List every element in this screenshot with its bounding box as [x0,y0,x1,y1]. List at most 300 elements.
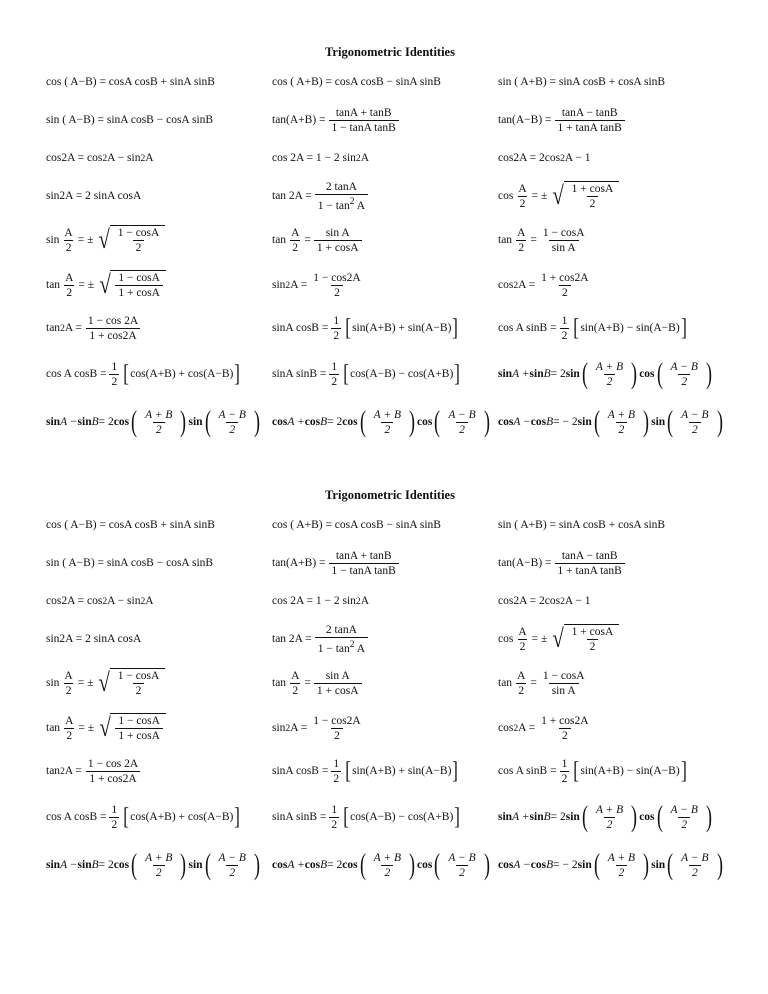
denominator: 2 [456,422,468,437]
right-bracket: ] [454,361,461,387]
identity-sin2a [46,176,141,216]
numerator: A − B [218,851,246,864]
left-paren: ( [656,357,663,390]
identity-cos-sin-product [498,751,688,791]
denominator: 2 [331,285,343,300]
radical-sign: √ [99,270,111,299]
equals-sign: = ± [78,279,95,291]
formula-text: = 2 [98,859,114,871]
formula-lhs: tan [272,677,287,689]
numerator: A [65,714,74,727]
identity-cos2a-3 [498,581,591,621]
numerator: 2 tanA [325,623,357,636]
left-paren: ( [359,848,366,881]
formula-text: cos [530,859,547,871]
formula-text: cos [304,416,321,428]
denominator: 2 [519,197,526,210]
denominator: 1 + cosA [314,683,362,698]
right-paren: ) [409,848,415,881]
fraction [142,851,175,880]
identities-grid [0,505,768,925]
formula-text: A − 1 [564,152,591,164]
denominator: sin A [549,240,579,255]
formula-text: = 2 [550,368,566,380]
formula-text: cos 2A = 1 − 2 sin [272,595,356,607]
formula-text: sin [188,859,203,871]
identity-tan-sum [272,543,402,583]
numerator: tanA − tanB [561,549,618,562]
denominator: 2 [616,422,628,437]
fraction [569,182,617,211]
fraction [555,106,625,135]
denominator: 2 [292,684,299,697]
formula-text: cos [417,859,433,871]
numerator: A + B [373,851,401,864]
formula-lhs: cos A sinB = [498,765,557,777]
denominator: 2 [456,865,468,880]
formula-text: cos2A = 2cos [498,152,561,164]
formula-text: 1 − tan [317,199,350,212]
denominator: 1 + cosA [314,240,362,255]
right-paren: ) [409,405,415,438]
fraction [593,360,626,389]
numerator: 1 − cosA [117,670,160,682]
radical-sign: √ [98,225,111,254]
formula-text: sin(A+B) − sin(A−B) [580,765,680,777]
formula-lhs: cos A cosB = [46,811,107,823]
right-paren: ) [253,848,260,881]
left-paren: ( [593,405,600,438]
numerator: A − B [670,360,698,373]
half-fraction [329,360,339,389]
denominator: 2 [153,422,165,437]
half-fraction [109,360,119,389]
exponent: 2 [140,152,146,164]
fraction [371,851,404,880]
numerator: sin A [325,226,350,239]
formula-text: cos [304,859,321,871]
numerator: 1 − cosA [118,272,160,284]
fraction [569,625,617,654]
formula-lhs: tan [46,722,61,734]
denominator: 2 [561,772,568,785]
half-angle-fraction [515,226,527,255]
formula-text: cos ( A+B) = cosA cosB − sinA sinB [272,76,441,88]
left-bracket: [ [573,758,580,784]
half-angle-fraction [63,714,75,743]
denominator [315,194,368,213]
fraction [85,314,141,343]
identity-sin-cos-product [272,751,459,791]
denominator: 1 + cosA [115,285,163,300]
denominator: 1 + cosA [115,728,163,743]
half-fraction [329,803,339,832]
denominator: 2 [333,329,340,342]
fraction [115,669,163,698]
denominator: 2 [133,240,145,255]
formula-text: = 2 [327,859,343,871]
denominator: 2 [678,374,690,389]
formula-text: cos [498,416,514,428]
numerator: sin A [325,669,350,682]
formula-text: cos [498,859,514,871]
numerator: 1 − cosA [117,227,160,239]
fraction [85,757,141,786]
fraction [115,226,163,255]
formula-text: sin(A+B) − sin(A−B) [580,322,680,334]
identity-cos2a-2 [272,581,369,621]
numerator: A − B [448,851,476,864]
identity-sin-sq [272,708,367,748]
formula-text: cos [342,859,358,871]
right-bracket: ] [234,361,241,387]
denominator: 1 − tanA tanB [329,120,399,135]
numerator: 1 − cos 2A [87,314,139,327]
identity-cos2a-1 [46,581,154,621]
numerator: 1 + cos2A [541,271,589,284]
identity-tan-sum [272,100,402,140]
numerator: A − B [218,408,246,421]
fraction [668,360,701,389]
fraction [678,851,711,880]
identity-cos-half [498,176,619,216]
fraction [216,408,249,437]
denominator: 2 [518,241,525,254]
numerator: A [65,271,74,284]
formula-lhs: cos [498,190,514,202]
formula-text: A = [518,279,536,291]
formula-text: sin [529,811,544,823]
half-angle-fraction [516,182,528,211]
numerator: 2 tanA [325,180,357,193]
identity-sin-half [46,663,165,703]
formula-text: sin [272,279,286,291]
formula-text: A = [290,279,308,291]
numerator: A + B [145,408,173,421]
identity-tan-diff [498,100,628,140]
left-bracket: [ [123,804,130,830]
numerator: tanA + tanB [335,549,392,562]
formula-text: B [91,859,99,871]
exponent: 2 [140,595,146,607]
formula-text: sin ( A−B) = sinA cosB − cosA sinB [46,557,214,569]
formula-text: cos2A = 2cos [498,595,561,607]
fraction [315,180,368,213]
numerator: 1 [561,314,568,327]
fraction [371,408,404,437]
formula-text: tan [46,765,61,777]
identities-sheet [0,42,768,482]
exponent: 2 [355,595,361,607]
numerator: A [517,669,526,682]
formula-text: B [320,859,328,871]
formula-text: B [546,416,554,428]
identities-sheet [0,485,768,925]
identity-sin-sq [272,265,367,305]
identity-tan-diff [498,543,628,583]
formula-text: cos ( A−B) = cosA cosB + sinA sinB [46,76,215,88]
formula-text: A + [512,811,530,823]
half-angle-fraction [516,625,528,654]
denominator: sin A [549,683,579,698]
formula-lhs: sinA cosB = [272,322,329,334]
half-angle-fraction [289,669,301,698]
identity-diff-sin-sin [46,402,262,442]
denominator: 2 [559,728,571,743]
square-root [97,225,165,255]
exponent: 2 [60,765,65,777]
identity-sin2a [46,619,141,659]
numerator: A − B [681,408,709,421]
fraction [315,623,368,656]
formula-text: cos [498,722,514,734]
formula-text: sin [651,416,666,428]
radical-sign: √ [99,713,111,742]
numerator: A [291,226,300,239]
denominator: 2 [226,865,238,880]
identity-cos-cos-product [46,354,241,394]
exponent: 2 [560,152,565,164]
numerator: A + B [595,803,624,816]
equals-sign: = ± [531,190,548,202]
identity-diff-cos-cos [498,402,725,442]
formula-text: sin [46,859,61,871]
formula-text: = − 2 [553,416,578,428]
numerator: 1 [333,314,340,327]
denominator: 2 [518,684,525,697]
identity-cos2a-2 [272,138,369,178]
identity-cos-sum [272,505,441,545]
formula-text: A [354,642,366,655]
formula-text: sin ( A+B) = sinA cosB + cosA sinB [498,519,666,531]
fraction [314,226,362,255]
numerator: A [518,182,527,195]
exponent: 2 [285,279,291,291]
identity-tan-half-1 [272,663,365,703]
left-paren: ( [656,800,663,833]
right-bracket: ] [452,758,459,784]
formula-text: cos(A−B) − cos(A+B) [350,811,454,823]
formula-text: A + [512,368,530,380]
identity-sin-cos-product [272,308,459,348]
formula-text: sin2A = 2 sinA cosA [46,190,142,202]
identity-sum-sin-sin [498,797,714,837]
fraction [538,271,591,300]
formula-text: cos [113,416,130,428]
denominator: 2 [604,817,616,832]
fraction [115,271,163,300]
formula-text: cos2A = cos [46,152,103,164]
formula-text: sin [577,416,592,428]
fraction [678,408,711,437]
formula-text: A = [64,765,82,777]
equals-sign: = ± [77,677,94,689]
denominator: 2 [331,818,338,831]
denominator: 2 [616,865,628,880]
exponent: 2 [355,152,361,164]
denominator: 1 + tanA tanB [555,563,625,578]
denominator: 2 [111,375,118,388]
formula-text: sin [498,368,513,380]
formula-text: A − [513,859,531,871]
identity-tan-half-2 [498,220,591,260]
identity-tan-sq [46,308,144,348]
numerator: 1 − cosA [542,226,585,239]
exponent: 2 [513,722,519,734]
right-paren: ) [643,405,650,438]
identity-tan-half-3 [46,708,166,748]
numerator: A + B [145,851,173,864]
identity-cos-sq [498,708,595,748]
radical-sign: √ [552,181,565,210]
numerator: tanA + tanB [335,106,392,119]
denominator: 2 [133,683,145,698]
formula-lhs: cos A cosB = [46,368,107,380]
denominator: 1 + tanA tanB [555,120,625,135]
formula-text: sin ( A+B) = sinA cosB + cosA sinB [498,76,666,88]
denominator: 2 [66,729,73,742]
right-paren: ) [253,405,260,438]
identity-sum-cos-cos [272,845,492,885]
numerator: A [64,226,73,239]
formula-text: sin [565,368,580,380]
formula-text: sin [46,416,61,428]
denominator: 2 [587,639,599,654]
formula-text: B [91,416,99,428]
formula-text: sin [651,859,666,871]
formula-text: sin ( A−B) = sinA cosB − cosA sinB [46,114,214,126]
formula-text: sin(A+B) + sin(A−B) [352,322,452,334]
formula-text: A − 1 [564,595,591,607]
formula-text: cos [272,416,288,428]
identity-cos-diff [46,62,215,102]
formula-text: cos [639,368,655,380]
left-bracket: [ [343,361,349,387]
formula-text: cos 2A = 1 − 2 sin [272,152,356,164]
numerator: A [517,226,526,239]
formula-text: sin [272,722,286,734]
numerator: A [291,669,300,682]
formula-text: cos [342,416,358,428]
formula-text: cos(A+B) + cos(A−B) [130,811,234,823]
denominator: 2 [65,684,72,697]
fraction [329,106,399,135]
denominator: 2 [561,329,568,342]
numerator: 1 + cos2A [541,714,589,727]
sheet-title: Trigonometric Identities [325,488,455,502]
left-paren: ( [204,848,211,881]
identity-sin-diff [46,100,213,140]
identity-diff-sin-sin [46,845,262,885]
formula-text: tan [46,322,61,334]
left-paren: ( [593,848,600,881]
formula-text: A [145,152,154,164]
denominator: 2 [292,241,299,254]
formula-lhs: sin [46,234,60,246]
left-bracket: [ [573,315,580,341]
exponent: 2 [102,595,108,607]
numerator: 1 [331,803,338,816]
identity-cos-sum [272,62,441,102]
numerator: A [518,625,527,638]
denominator: 2 [331,375,338,388]
right-paren: ) [631,800,638,833]
denominator: 2 [331,728,343,743]
formula-text: A + [287,859,305,871]
formula-lhs: sinA sinB = [272,811,327,823]
formula-lhs: sinA cosB = [272,765,329,777]
identity-sin-sum [498,505,665,545]
identity-cos-half [498,619,619,659]
equals-sign: = [304,234,311,246]
formula-text: = − 2 [553,859,578,871]
denominator: 2 [111,818,118,831]
left-bracket: [ [345,758,351,784]
exponent: 2 [285,722,291,734]
formula-text: sin [529,368,544,380]
numerator: A − B [670,803,698,816]
identity-tan-half-2 [498,663,591,703]
denominator: 2 [604,374,616,389]
equals-sign: = ± [78,722,95,734]
half-fraction [560,314,570,343]
denominator: 2 [689,865,701,880]
denominator: 2 [519,640,526,653]
formula-text: sin [498,811,513,823]
identity-cos-sin-product [498,308,688,348]
identity-sin-sum [498,62,665,102]
fraction [668,803,701,832]
fraction [142,408,175,437]
right-paren: ) [180,405,187,438]
equals-sign: = ± [531,633,548,645]
left-paren: ( [131,848,138,881]
right-bracket: ] [680,758,687,784]
identity-diff-cos-cos [498,845,725,885]
left-paren: ( [581,800,588,833]
formula-text: A − [60,859,78,871]
equals-sign: = [530,677,537,689]
right-bracket: ] [680,315,687,341]
formula-lhs: cos [498,633,514,645]
fraction [593,803,626,832]
formula-text: = 2 [550,811,566,823]
formula-text: cos(A−B) − cos(A+B) [350,368,454,380]
formula-text: A = [518,722,536,734]
formula-text: A − sin [107,595,141,607]
numerator: 1 − cos 2A [87,757,139,770]
identity-tan2a [272,619,371,659]
square-root [98,270,166,300]
denominator: 2 [381,422,393,437]
formula-text: sin [565,811,580,823]
half-angle-fraction [62,226,74,255]
formula-text: A [360,595,370,607]
formula-text: A = [64,322,82,334]
square-root [551,624,619,654]
square-root [98,713,166,743]
right-paren: ) [643,848,650,881]
left-paren: ( [667,405,674,438]
right-bracket: ] [454,804,461,830]
formula-text: A = [290,722,308,734]
fraction [605,851,638,880]
formula-text: B [543,811,551,823]
formula-lhs: sinA sinB = [272,368,327,380]
equals-sign: = [304,677,311,689]
identity-sum-sin-sin [498,354,714,394]
numerator: 1 − cosA [542,669,585,682]
